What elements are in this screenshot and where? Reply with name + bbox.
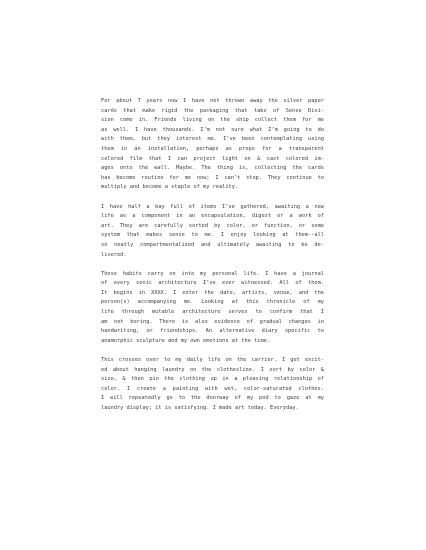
text-line: them in an installation, perhaps as props for a transparent bbox=[101, 145, 324, 152]
text-line: ed about hanging laundry on the clothesline. I sort by color & bbox=[101, 366, 324, 373]
text-line: system that makes sense to me. I enjoy looking at them--all bbox=[101, 232, 324, 239]
body-text bbox=[101, 97, 324, 423]
text-line: size, & then pin the clothing up in a pleasing relationship of bbox=[101, 376, 324, 383]
text-line: colored film that I can project light on & cast colored im- bbox=[101, 155, 324, 162]
text-line: sion come in. Friends living on the ship collect them for me bbox=[101, 117, 324, 124]
paragraph bbox=[101, 356, 324, 414]
text-line: am not boring. There is also evidence of gradual changes in bbox=[101, 318, 324, 325]
text-line: life through mutable architecture serves to confirm that I bbox=[101, 309, 324, 316]
text-line: color. I create a painting with wet, color-saturated clothes. bbox=[101, 385, 324, 392]
paragraph bbox=[101, 203, 324, 261]
text-line: cards that make rigid the packaging that tabs of Sense Divi- bbox=[101, 107, 324, 114]
text-line: as well. I have thousands. I’m not sure what I’m going to do bbox=[101, 126, 324, 133]
text-line: art. They are carefully sorted by color, or function, or some bbox=[101, 222, 324, 229]
text-line: so neatly compartmentalized and ultimately awaiting to be de- bbox=[101, 241, 324, 248]
text-line: I have half a bay full of items I’ve gathered, awaiting a new bbox=[101, 203, 324, 210]
text-line: life as a component in an encapsulation, digest or a work of bbox=[101, 213, 324, 220]
text-line: person(s) accompanying me. Looking at this chronicle of my bbox=[101, 299, 324, 306]
paragraph bbox=[101, 97, 324, 193]
text-line: handwriting, or friendships. An alternative diary specific to bbox=[101, 328, 324, 335]
text-line: This crosses over to my daily life on the carrier. I get excit- bbox=[101, 357, 324, 364]
text-line: laundry display; it is satisfying. I made art today. Everyday. bbox=[101, 405, 299, 411]
text-line: I will repeatedly go to the doorway of my pod to gaze at my bbox=[101, 395, 324, 402]
text-line: ages onto the wall. Maybe. The thing is, collecting the cards bbox=[101, 165, 324, 172]
paragraph bbox=[101, 270, 324, 347]
text-line: For about 7 years now I have not thrown away the silver paper bbox=[101, 98, 324, 104]
text-line: multiply and become a staple of my reality. bbox=[101, 184, 239, 191]
text-line: It begins in XXXX. I enter the date, artists, venue, and the bbox=[101, 289, 324, 296]
text-line: of every sonic architecture I’ve ever witnessed. All of them. bbox=[101, 280, 324, 287]
text-line: anamorphic sculpture and my own emotions at the time. bbox=[101, 337, 271, 344]
text-line: has become routine for me now; I can’t stop. They continue to bbox=[101, 174, 324, 181]
text-line: with them, but they interest me. I’ve been contemplating using bbox=[101, 136, 324, 143]
text-line: These habits carry on into my personal life. I have a journal bbox=[101, 270, 324, 277]
text-line: livered. bbox=[101, 251, 127, 258]
